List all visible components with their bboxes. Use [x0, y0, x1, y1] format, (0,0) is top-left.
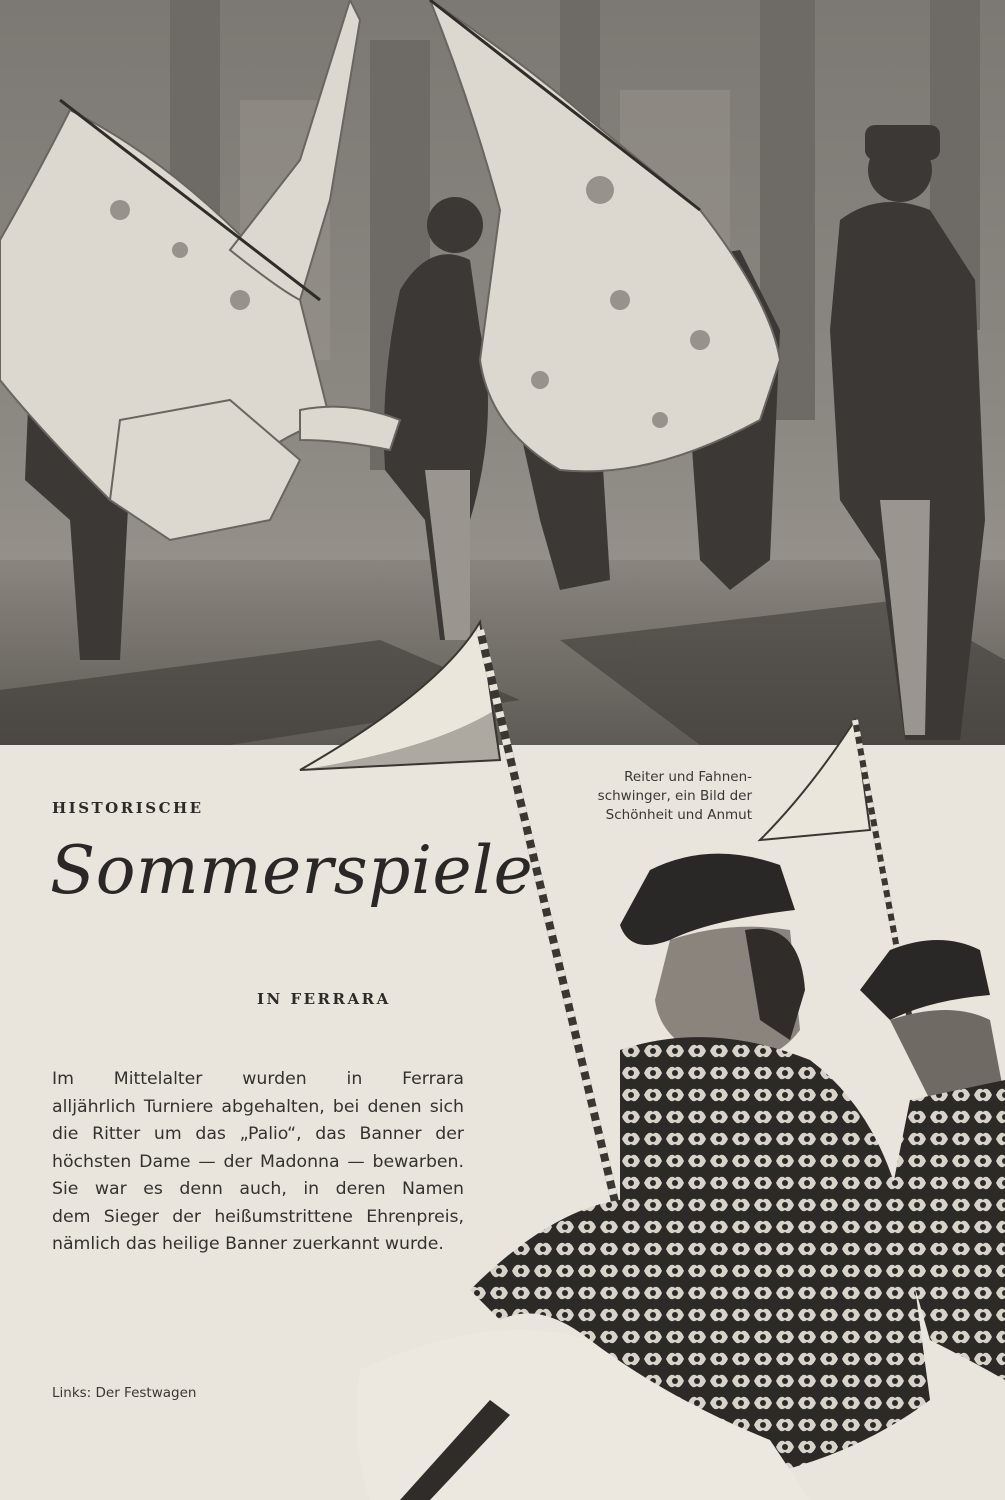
caption-line: schwinger, ein Bild der: [597, 788, 752, 804]
festwagen-caption: Links: Der Festwagen: [52, 1385, 197, 1401]
article-line: Sie war es denn auch, in deren Namen: [52, 1179, 464, 1199]
article-line: nämlich das heilige Banner zuerkannt wurde.: [52, 1234, 444, 1254]
caption-line: Schönheit und Anmut: [605, 807, 752, 823]
article-body: [52, 1066, 464, 1259]
kicker-bottom: IN FERRARA: [257, 990, 391, 1008]
article-line: die Ritter um das „Palio“, das Banner der: [52, 1124, 464, 1144]
article-line: dem Sieger der heißumstrittene Ehrenpreis,: [52, 1206, 464, 1227]
article-line: alljährlich Turniere abgehalten, bei denen sich: [52, 1096, 464, 1117]
article-line: Im Mittelalter wurden in Ferrara: [52, 1069, 464, 1089]
caption-line: Reiter und Fahnen-: [624, 769, 752, 785]
kicker-top: HISTORISCHE: [52, 799, 204, 817]
article-line: höchsten Dame — der Madonna — bewarben.: [52, 1151, 464, 1172]
riders-photo: [290, 600, 1005, 1500]
page-title: Sommerspiele: [50, 832, 534, 909]
riders-caption: [560, 768, 752, 825]
